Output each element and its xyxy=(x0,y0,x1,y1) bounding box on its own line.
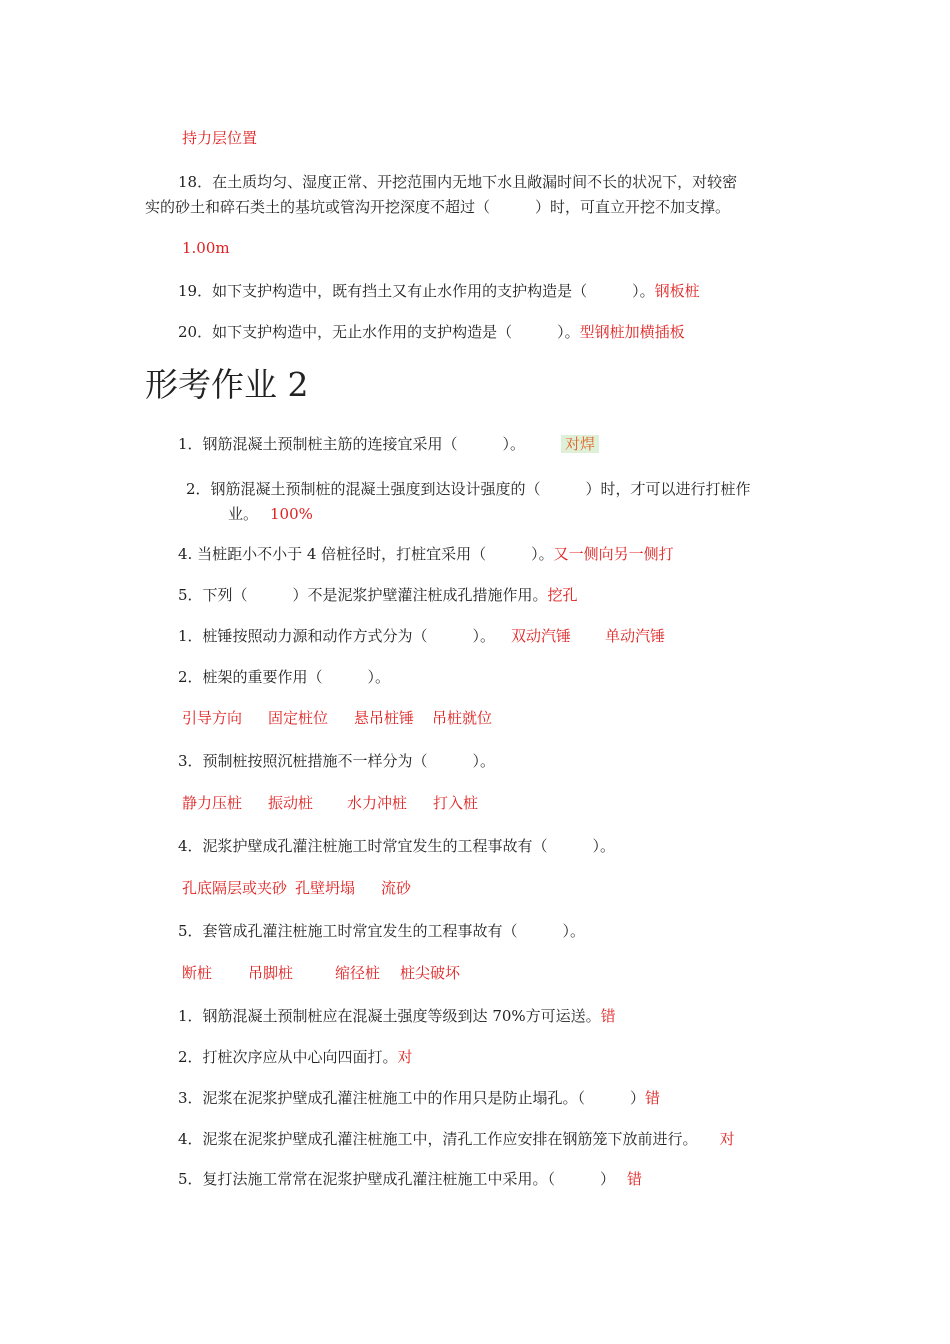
question-19-text: 19．如下支护构造中，既有挡土又有止水作用的支护构造是（ ）。 xyxy=(178,282,655,300)
multi-choice-5-answer: 桩尖破坏 xyxy=(400,964,461,982)
multi-choice-1-answer: 单动汽锤 xyxy=(605,627,666,645)
multi-choice-4-answer: 孔底隔层或夹砂 xyxy=(182,879,288,897)
multi-choice-4-answers xyxy=(182,877,411,899)
question-20 xyxy=(178,321,685,343)
single-choice-1-text: 1．钢筋混凝土预制桩主筋的连接宜采用（ ）。 xyxy=(178,435,526,453)
question-19 xyxy=(178,280,700,302)
multi-choice-2-answer: 吊桩就位 xyxy=(432,709,493,727)
single-choice-2-answer: 100% xyxy=(270,505,313,523)
multi-choice-3-answer: 振动桩 xyxy=(268,794,314,812)
multi-choice-5-answer: 缩径桩 xyxy=(335,964,381,982)
single-choice-1 xyxy=(178,433,599,455)
multi-choice-1-answer: 双动汽锤 xyxy=(511,627,572,645)
judgement-3-answer: 错 xyxy=(645,1089,661,1107)
judgement-1-answer: 错 xyxy=(600,1007,616,1025)
question-19-answer: 钢板桩 xyxy=(654,282,700,300)
multi-choice-2-answer: 悬吊桩锤 xyxy=(354,709,415,727)
multi-choice-3-answer: 打入桩 xyxy=(433,794,479,812)
multi-choice-2-text: 2．桩架的重要作用（ ）。 xyxy=(178,668,391,686)
multi-choice-3-text: 3．预制桩按照沉桩措施不一样分为（ ）。 xyxy=(178,752,496,770)
question-18-answer: 1.00m xyxy=(182,239,230,257)
single-choice-4 xyxy=(178,543,674,565)
single-choice-1-answer: 对焊 xyxy=(561,435,599,453)
multi-choice-4-answer: 流砂 xyxy=(381,879,412,897)
multi-choice-2-answers xyxy=(182,707,492,729)
judgement-5-text: 5．复打法施工常常在泥浆护壁成孔灌注桩施工中采用。（ ） xyxy=(178,1170,616,1188)
multi-choice-5-text: 5．套管成孔灌注桩施工时常宜发生的工程事故有（ ）。 xyxy=(178,922,586,940)
multi-choice-4-text: 4．泥浆护壁成孔灌注桩施工时常宜发生的工程事故有（ ）。 xyxy=(178,837,616,855)
question-20-text: 20．如下支护构造中，无止水作用的支护构造是（ ）。 xyxy=(178,323,580,341)
multi-choice-2-answer: 固定桩位 xyxy=(268,709,329,727)
section-title: 形考作业 2 xyxy=(145,365,309,404)
answer-text: 持力层位置 xyxy=(182,129,258,147)
multi-choice-1-text: 1．桩锤按照动力源和动作方式分为（ ）。 xyxy=(178,627,496,645)
question-20-answer: 型钢桩加横插板 xyxy=(579,323,685,341)
judgement-4-answer: 对 xyxy=(719,1130,735,1148)
judgement-5-answer: 错 xyxy=(627,1170,643,1188)
judgement-1-text: 1．钢筋混凝土预制桩应在混凝土强度等级到达 70%方可运送。 xyxy=(178,1007,601,1025)
multi-choice-3-answer: 水力冲桩 xyxy=(347,794,408,812)
judgement-2-answer: 对 xyxy=(397,1048,413,1066)
judgement-1 xyxy=(178,1005,616,1027)
multi-choice-4-answer: 孔壁坍塌 xyxy=(295,879,356,897)
multi-choice-5-answers xyxy=(182,962,460,984)
judgement-2 xyxy=(178,1046,413,1068)
multi-choice-1 xyxy=(178,625,665,647)
question-18-line1: 18．在土质均匀、湿度正常、开挖范围内无地下水且敞漏时间不长的状况下，对较密 xyxy=(178,173,738,191)
multi-choice-3-answers xyxy=(182,792,478,814)
single-choice-5-answer: 挖孔 xyxy=(547,586,578,604)
judgement-3-text: 3．泥浆在泥浆护壁成孔灌注桩施工中的作用只是防止塌孔。（ ） xyxy=(178,1089,646,1107)
single-choice-5 xyxy=(178,584,578,606)
single-choice-4-answer: 又一侧向另一侧打 xyxy=(553,545,674,563)
judgement-2-text: 2．打桩次序应从中心向四面打。 xyxy=(178,1048,398,1066)
single-choice-4-text: 4. 当桩距小不小于 4 倍桩径时，打桩宜采用（ ）。 xyxy=(178,545,554,563)
judgement-4 xyxy=(178,1128,735,1150)
judgement-3 xyxy=(178,1087,660,1109)
single-choice-2-text: 业。 xyxy=(228,505,259,523)
single-choice-2-line2 xyxy=(228,503,313,525)
single-choice-5-text: 5．下列（ ）不是泥浆护壁灌注桩成孔措施作用。 xyxy=(178,586,548,604)
judgement-4-text: 4．泥浆在泥浆护壁成孔灌注桩施工中，清孔工作应安排在钢筋笼下放前进行。 xyxy=(178,1130,698,1148)
single-choice-2-line1: 2．钢筋混凝土预制桩的混凝土强度到达设计强度的（ ）时，才可以进行打桩作 xyxy=(186,480,751,498)
judgement-5 xyxy=(178,1168,642,1190)
question-18-line2: 实的砂土和碎石类土的基坑或管沟开挖深度不超过（ ）时，可直立开挖不加支撑。 xyxy=(145,198,731,216)
multi-choice-5-answer: 断桩 xyxy=(182,964,213,982)
multi-choice-5-answer: 吊脚桩 xyxy=(248,964,294,982)
multi-choice-3-answer: 静力压桩 xyxy=(182,794,243,812)
multi-choice-2-answer: 引导方向 xyxy=(182,709,243,727)
